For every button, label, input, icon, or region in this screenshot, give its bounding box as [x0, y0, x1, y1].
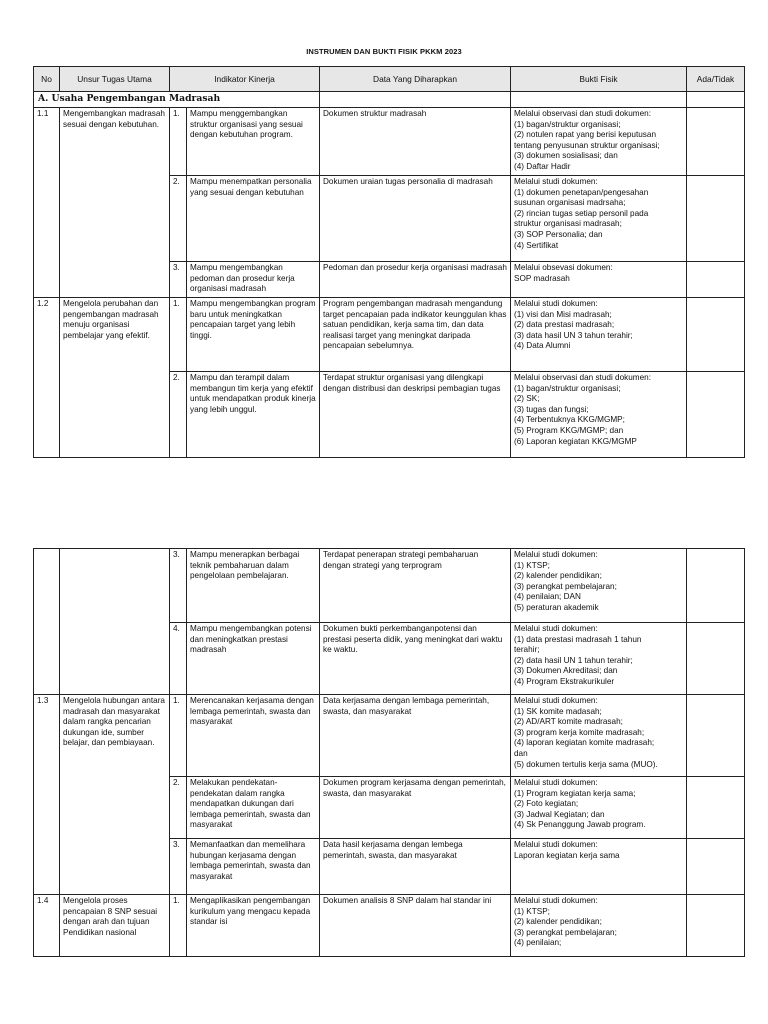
bukti-line: (1) bagan/struktur organisasi;	[514, 383, 621, 393]
data-diharapkan: Terdapat struktur organisasi yang dilengkapi dengan distribusi dan deskripsi pembagian tugas	[320, 372, 511, 458]
data-diharapkan: Data hasil kerjasama dengan lembega pemerintah, swasta, dan masyarakat	[320, 839, 511, 895]
indikator-kinerja: Mampu menempatkan personalia yang sesuai dengan kebutuhan	[187, 176, 320, 262]
section-empty-cell	[511, 92, 687, 108]
bukti-line: (2) notulen rapat yang berisi keputusan	[514, 130, 657, 140]
header-no: No	[34, 67, 60, 92]
bukti-line: (1) Program kegiatan kerja sama;	[514, 788, 636, 798]
header-indikator: Indikator Kinerja	[170, 67, 320, 92]
row-number: 1.4	[34, 895, 60, 957]
indikator-number: 3.	[170, 549, 187, 623]
indikator-number: 4.	[170, 623, 187, 695]
bukti-line: Laporan kegiatan kerja sama	[514, 850, 620, 860]
bukti-line: (2) kalender pendidikan;	[514, 571, 602, 581]
bukti-line: (1) SK komite madasah;	[514, 706, 602, 716]
bukti-line: Melalui studi dokumen:	[514, 624, 598, 633]
bukti-line: Melalui studi dokumen:	[514, 177, 598, 186]
data-diharapkan: Dokumen struktur madrasah	[320, 108, 511, 176]
bukti-line: (5) peraturan akademik	[514, 602, 599, 612]
ada-tidak-cell[interactable]	[687, 176, 745, 262]
bukti-line: (2) Foto kegiatan;	[514, 799, 579, 809]
ada-tidak-cell[interactable]	[687, 777, 745, 839]
table-row	[34, 298, 745, 372]
bukti-line: Melalui obsevasi dokumen:	[514, 263, 613, 272]
bukti-line: Melalui studi dokumen:	[514, 696, 598, 705]
bukti-line: (4) penilaian;	[514, 938, 562, 948]
bukti-line: Melalui observasi dan studi dokumen:	[514, 373, 651, 382]
ada-tidak-cell[interactable]	[687, 262, 745, 298]
bukti-line: (3) SOP Personalia; dan	[514, 229, 603, 239]
unsur-tugas-utama: Mengelola hubungan antara madrasah dan masyarakat dalam rangka pencarian dukungan ide, sumber belajar, dan pembiayaan.	[60, 695, 170, 895]
bukti-line: Melalui studi dokumen:	[514, 778, 598, 787]
indikator-number: 1.	[170, 298, 187, 372]
bukti-fisik	[511, 549, 687, 623]
bukti-fisik	[511, 108, 687, 176]
bukti-line: Melalui studi dokumen:	[514, 550, 598, 559]
bukti-fisik	[511, 895, 687, 957]
bukti-fisik	[511, 262, 687, 298]
table-row	[34, 695, 745, 777]
bukti-line: (2) data prestasi madrasah;	[514, 320, 615, 330]
bukti-line: (4) Daftar Hadir	[514, 161, 571, 171]
ada-tidak-cell[interactable]	[687, 372, 745, 458]
bukti-line: (1) KTSP;	[514, 906, 550, 916]
bukti-line: (4) Program Ekstrakurikuler	[514, 676, 615, 686]
unsur-tugas-utama: Mengembangkan madrasah sesuai dengan kebutuhan.	[60, 108, 170, 298]
bukti-line: (1) KTSP;	[514, 560, 550, 570]
bukti-fisik	[511, 176, 687, 262]
bukti-line: (3) tugas dan fungsi;	[514, 404, 589, 414]
header-unsur: Unsur Tugas Utama	[60, 67, 170, 92]
data-diharapkan: Dokumen uraian tugas personalia di madrasah	[320, 176, 511, 262]
bukti-fisik	[511, 839, 687, 895]
section-empty-cell	[687, 92, 745, 108]
bukti-line: tentang penyusunan struktur organisasi;	[514, 140, 660, 150]
unsur-tugas-utama: Mengelola perubahan dan pengembangan madrasah menuju organisasi pembelajar yang efektif.	[60, 298, 170, 458]
instrument-table-2	[33, 548, 745, 957]
bukti-line: (4) Sk Penanggung Jawab program.	[514, 820, 646, 830]
indikator-number: 2.	[170, 777, 187, 839]
indikator-number: 3.	[170, 839, 187, 895]
indikator-kinerja: Mampu menggembangkan struktur organisasi yang sesuai dengan kebutuhan program.	[187, 108, 320, 176]
bukti-line: dan	[514, 748, 528, 758]
indikator-kinerja: Mengaplikasikan pengembangan kurikulum yang mengacu kepada standar isi	[187, 895, 320, 957]
bukti-fisik	[511, 777, 687, 839]
bukti-line: (3) Dokumen Akreditasi; dan	[514, 666, 618, 676]
bukti-line: (3) perangkat pembelajaran;	[514, 581, 617, 591]
page-title: INSTRUMEN DAN BUKTI FISIK PKKM 2023	[306, 47, 462, 56]
indikator-number: 2.	[170, 372, 187, 458]
bukti-line: (3) program kerja komite madrasah;	[514, 727, 645, 737]
ada-tidak-cell[interactable]	[687, 839, 745, 895]
bukti-line: (3) perangkat pembelajaran;	[514, 927, 617, 937]
ada-tidak-cell[interactable]	[687, 895, 745, 957]
bukti-line: (1) dokumen penetapan/pengesahan	[514, 187, 649, 197]
bukti-line: (2) AD/ART komite madrasah;	[514, 717, 623, 727]
ada-tidak-cell[interactable]	[687, 108, 745, 176]
bukti-line: (1) bagan/struktur organisasi;	[514, 119, 621, 129]
data-diharapkan: Dokumen program kerjasama dengan pemerintah, swasta, dan masyarakat	[320, 777, 511, 839]
data-diharapkan: Program pengembangan madrasah mengandung target pencapaian pada indikator keunggulan khas satuan pendidikan, kerja sama tim, dan data realisasi target yang meningkat daripada pencapaian sebelumnya.	[320, 298, 511, 372]
header-bukti: Bukti Fisik	[511, 67, 687, 92]
indikator-kinerja: Mampu mengembangkan pedoman dan prosedur kerja organisasi madrasah	[187, 262, 320, 298]
bukti-line: terahir;	[514, 645, 540, 655]
bukti-line: (4) penilaian; DAN	[514, 592, 581, 602]
bukti-line: (5) dokumen tertulis kerja sama (MUO).	[514, 759, 658, 769]
unsur-tugas-utama	[60, 549, 170, 695]
bukti-line: (2) SK;	[514, 394, 540, 404]
data-diharapkan: Dokumen analisis 8 SNP dalam hal standar ini	[320, 895, 511, 957]
indikator-number: 2.	[170, 176, 187, 262]
indikator-kinerja: Memanfaatkan dan memelihara hubungan kerjasama dengan lembaga pemerintah, swasta dan masyarakat	[187, 839, 320, 895]
bukti-line: (6) Laporan kegiatan KKG/MGMP	[514, 436, 637, 446]
row-number: 1.2	[34, 298, 60, 458]
bukti-line: Melalui observasi dan studi dokumen:	[514, 109, 651, 118]
bukti-line: (1) data prestasi madrasah 1 tahun	[514, 634, 642, 644]
indikator-number: 1.	[170, 895, 187, 957]
indikator-kinerja: Merencanakan kerjasama dengan lembaga pemerintah, swasta dan masyarakat	[187, 695, 320, 777]
bukti-line: Melalui studi dokumen:	[514, 896, 598, 905]
bukti-line: (3) data hasil UN 3 tahun terahir;	[514, 330, 633, 340]
bukti-line: (4) Terbentuknya KKG/MGMP;	[514, 415, 625, 425]
indikator-number: 1.	[170, 108, 187, 176]
bukti-line: (3) Jadwal Kegiatan; dan	[514, 809, 605, 819]
bukti-line: (2) rincian tugas setiap personil pada	[514, 208, 649, 218]
header-ada: Ada/Tidak	[687, 67, 745, 92]
instrument-table-1	[33, 66, 745, 458]
section-empty-cell	[320, 92, 511, 108]
indikator-number: 1.	[170, 695, 187, 777]
row-number: 1.1	[34, 108, 60, 298]
bukti-line: (4) Sertifikat	[514, 240, 559, 250]
ada-tidak-cell[interactable]	[687, 623, 745, 695]
table-row	[34, 895, 745, 957]
table-header-row	[34, 67, 745, 92]
bukti-line: Melalui studi dokumen:	[514, 299, 598, 308]
table-row	[34, 108, 745, 176]
bukti-line: (5) Program KKG/MGMP; dan	[514, 425, 624, 435]
bukti-line: (2) data hasil UN 1 tahun terahir;	[514, 655, 633, 665]
bukti-line: Melalui studi dokumen:	[514, 840, 598, 849]
row-number: 1.3	[34, 695, 60, 895]
bukti-line: (4) Data Alumni	[514, 341, 571, 351]
indikator-kinerja: Mampu dan terampil dalam membangun tim kerja yang efektif untuk mendapatkan produk kinerja yang lebih unggul.	[187, 372, 320, 458]
bukti-line: (4) laporan kegiatan komite madrasah;	[514, 738, 655, 748]
data-diharapkan: Data kerjasama dengan lembaga pemerintah, swasta, dan masyarakat	[320, 695, 511, 777]
ada-tidak-cell[interactable]	[687, 298, 745, 372]
bukti-line: SOP madrasah	[514, 273, 570, 283]
bukti-line: struktur organisasi madrasah;	[514, 219, 622, 229]
data-diharapkan: Pedoman dan prosedur kerja organisasi madrasah	[320, 262, 511, 298]
data-diharapkan: Dokumen bukti perkembanganpotensi dan prestasi peserta didik, yang meningkat dari waktu ke waktu.	[320, 623, 511, 695]
unsur-tugas-utama: Mengelola proses pencapaian 8 SNP sesuai dengan arah dan tujuan Pendidikan nasional	[60, 895, 170, 957]
bukti-fisik	[511, 298, 687, 372]
section-row	[34, 92, 745, 108]
header-data: Data Yang Diharapkan	[320, 67, 511, 92]
data-diharapkan: Terdapat penerapan strategi pembaharuan dengan strategi yang terprogram	[320, 549, 511, 623]
bukti-line: (2) kalender pendidikan;	[514, 917, 602, 927]
bukti-fisik	[511, 623, 687, 695]
ada-tidak-cell[interactable]	[687, 549, 745, 623]
ada-tidak-cell[interactable]	[687, 695, 745, 777]
bukti-fisik	[511, 695, 687, 777]
indikator-kinerja: Mampu mengembangkan program baru untuk meningkatkan pencapaian target yang lebih tinggi.	[187, 298, 320, 372]
row-number	[34, 549, 60, 695]
indikator-kinerja: Mampu menerapkan berbagai teknik pembaharuan dalam pengelolaan pembelajaran.	[187, 549, 320, 623]
bukti-fisik	[511, 372, 687, 458]
section-title: A. Usaha Pengembangan Madrasah	[34, 92, 320, 108]
indikator-kinerja: Mampu mengembangkan potensi dan meningkatkan prestasi madrasah	[187, 623, 320, 695]
indikator-kinerja: Melakukan pendekatan-pendekatan dalam rangka mendapatkan dukungan dari lembaga pemerintah, swasta dan masyarakat	[187, 777, 320, 839]
bukti-line: susunan organisasi madrsaha;	[514, 198, 626, 208]
indikator-number: 3.	[170, 262, 187, 298]
table-row	[34, 549, 745, 623]
bukti-line: (1) visi dan Misi madrasah;	[514, 309, 612, 319]
bukti-line: (3) dokumen sosialisasi; dan	[514, 151, 618, 161]
